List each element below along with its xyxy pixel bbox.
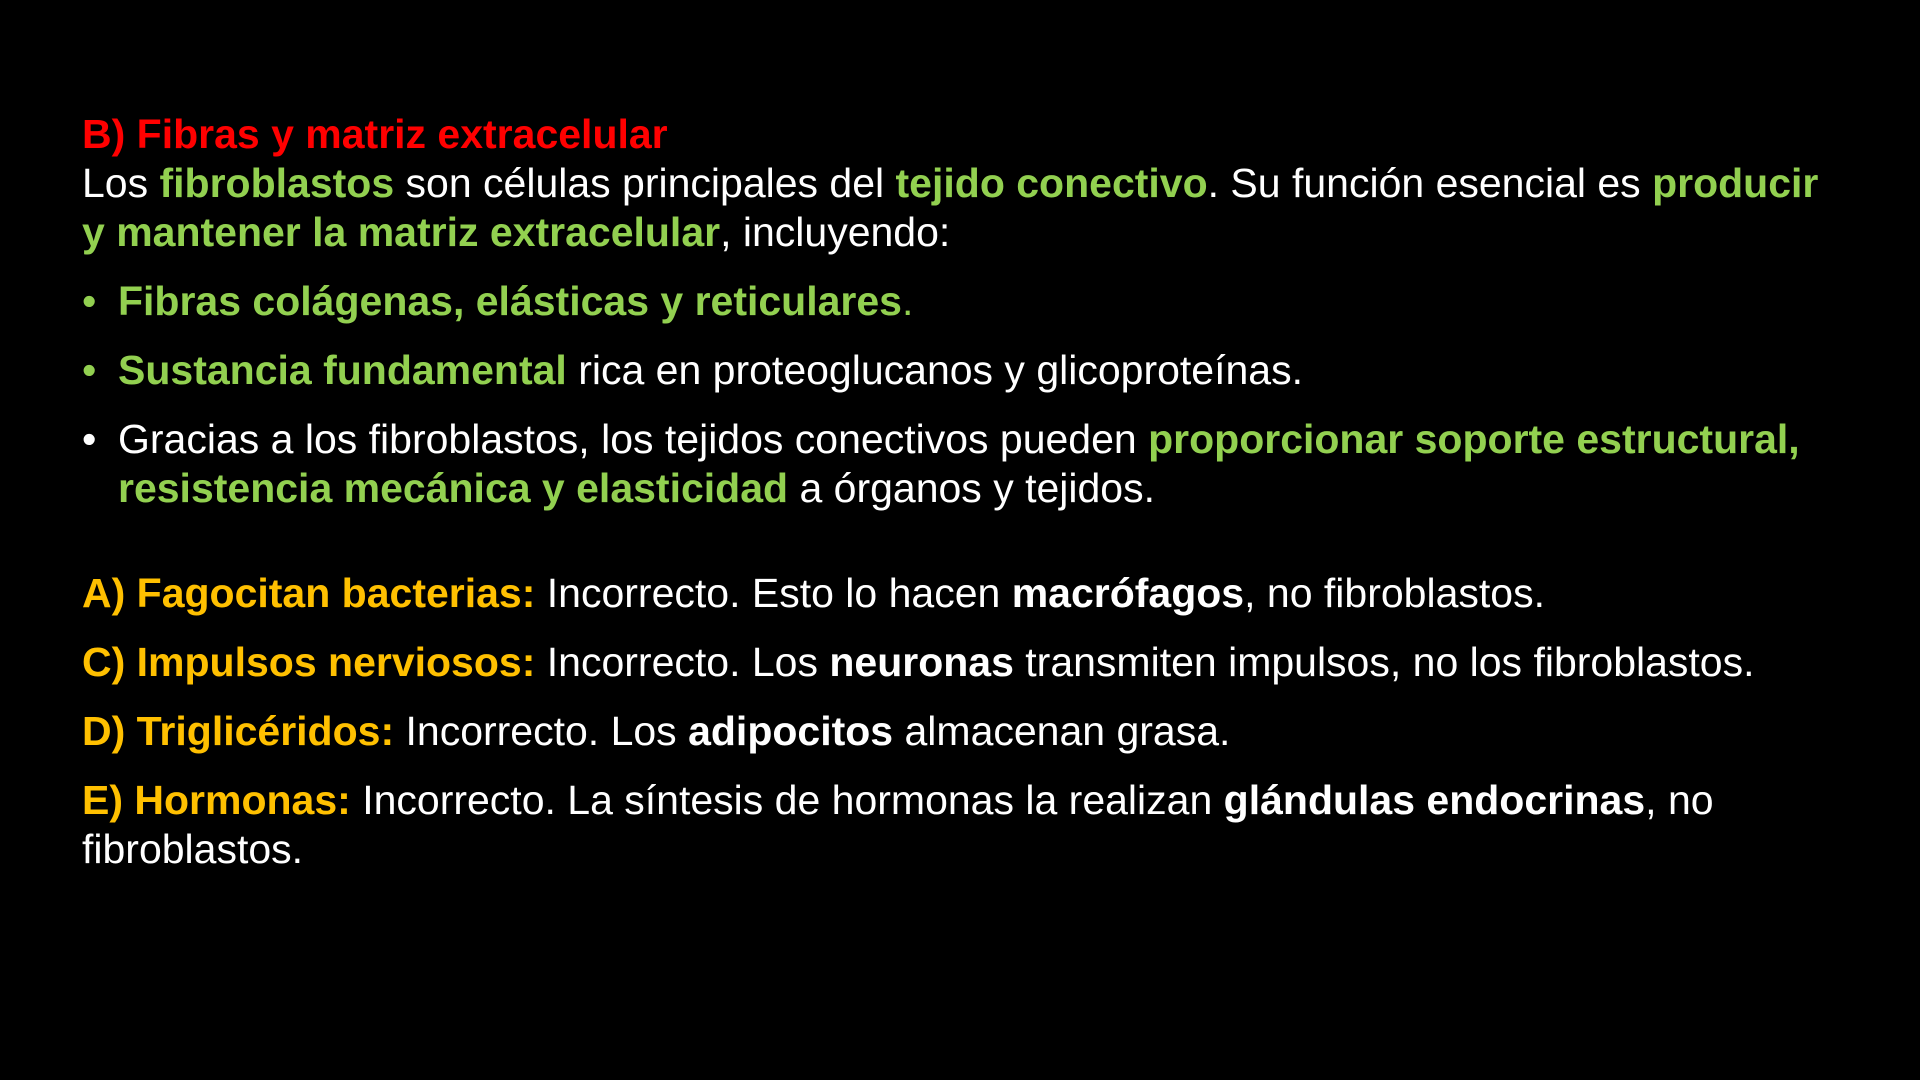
answer-e-text-2: , no fibroblastos. [82, 777, 1714, 872]
intro-text-2: son células principales del [394, 160, 896, 206]
answer-e-text-1: Incorrecto. La síntesis de hormonas la realizan [350, 777, 1224, 823]
bullet-item-gracias [82, 415, 1822, 513]
answer-a-text-2: , no fibroblastos. [1244, 570, 1545, 616]
answer-a [82, 569, 1822, 618]
bullet-gracias-text-2: a órganos y tejidos. [788, 465, 1156, 511]
answer-c-text-2: transmiten impulsos, no los fibroblastos. [1013, 639, 1755, 685]
bullet-dot: • [82, 416, 97, 462]
bullet-item-sustancia [82, 346, 1822, 395]
answer-d-text-1: Incorrecto. Los [394, 708, 689, 754]
answer-c-label: C) Impulsos nerviosos: [82, 639, 536, 685]
intro-paragraph [82, 159, 1822, 257]
intro-text-1: Los [82, 160, 160, 206]
answer-d [82, 707, 1822, 756]
slide-title: B) Fibras y matriz extracelular [82, 111, 668, 157]
bullet-sustancia-text: rica en proteoglucanos y glicoproteínas. [566, 347, 1303, 393]
answer-e-bold: glándulas endocrinas [1223, 777, 1646, 823]
bullet-sustancia-highlight: Sustancia fundamental [118, 347, 567, 393]
bullet-dot: • [82, 347, 97, 393]
intro-text-3: . Su función esencial es [1207, 160, 1653, 206]
answer-a-bold: macrófagos [1011, 570, 1245, 616]
answer-e-label: E) Hormonas: [82, 777, 351, 823]
intro-highlight-fibroblastos: fibroblastos [159, 160, 395, 206]
answer-d-bold: adipocitos [688, 708, 894, 754]
slide-content [82, 110, 1822, 894]
answer-c-bold: neuronas [829, 639, 1014, 685]
intro-text-4: , incluyendo: [720, 209, 951, 255]
answers-section [82, 569, 1822, 874]
bullet-fibras-text: . [902, 278, 914, 324]
answer-c-text-1: Incorrecto. Los [535, 639, 830, 685]
answer-d-text-2: almacenan grasa. [893, 708, 1231, 754]
bullet-list [82, 277, 1822, 513]
answer-c [82, 638, 1822, 687]
intro-highlight-tejido: tejido conectivo [895, 160, 1208, 206]
intro-highlight-matriz: producir y mantener la matriz extracelular [82, 160, 1819, 255]
bullet-gracias-highlight: proporcionar soporte estructural, resistencia mecánica y elasticidad [118, 416, 1800, 511]
answer-d-label: D) Triglicéridos: [82, 708, 395, 754]
bullet-item-fibras [82, 277, 1822, 326]
bullet-fibras-highlight: Fibras colágenas, elásticas y reticulares [118, 278, 902, 324]
answer-a-text-1: Incorrecto. Esto lo hacen [535, 570, 1012, 616]
bullet-dot: • [82, 278, 97, 324]
answer-a-label: A) Fagocitan bacterias: [82, 570, 536, 616]
bullet-gracias-text-1: Gracias a los fibroblastos, los tejidos conectivos pueden [118, 416, 1149, 462]
answer-e [82, 776, 1822, 874]
